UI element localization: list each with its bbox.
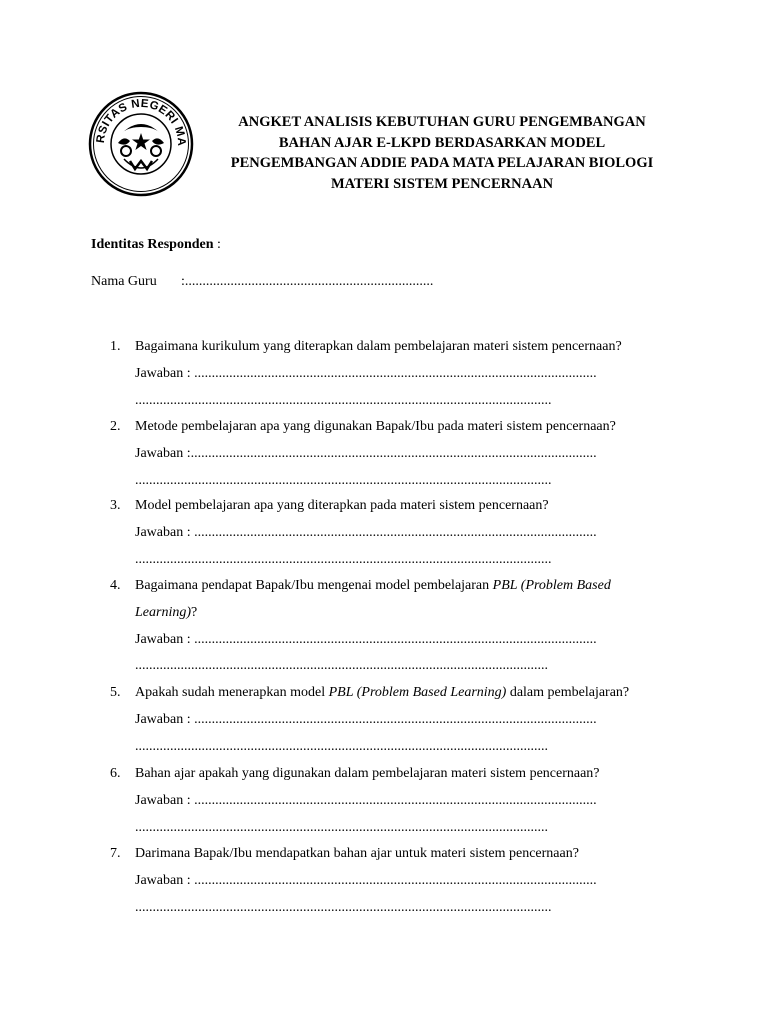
answer-continuation-field[interactable]: ....................................................................................................................... bbox=[135, 472, 552, 488]
answer-field[interactable]: Jawaban : ................................................................................................................... bbox=[135, 872, 597, 888]
question-text-part: Model pembelajaran apa yang diterapkan pada materi sistem pencernaan? bbox=[135, 498, 549, 513]
question-text bbox=[135, 766, 600, 782]
question-italic-text: PBL (Problem Based Learning) bbox=[328, 685, 507, 700]
title-line: MATERI SISTEM PENCERNAAN bbox=[330, 175, 554, 192]
question-number: 2. bbox=[110, 419, 121, 434]
question-text bbox=[135, 339, 622, 355]
answer-continuation-field[interactable]: ....................................................................................................................... bbox=[135, 551, 552, 567]
question-italic-text: Learning) bbox=[135, 604, 191, 620]
question-text bbox=[135, 578, 611, 594]
question-italic-text: PBL (Problem Based bbox=[492, 578, 611, 593]
question-text-part: Apakah sudah menerapkan model bbox=[135, 685, 329, 700]
nama-guru-field[interactable]: :....................................................................... bbox=[181, 274, 434, 289]
question-text-part: Bagaimana pendapat Bapak/Ibu mengenai model pembelajaran bbox=[135, 578, 493, 593]
answer-field[interactable]: Jawaban : ................................................................................................................... bbox=[135, 631, 597, 647]
question-text bbox=[135, 419, 616, 435]
question-number: 1. bbox=[110, 339, 121, 354]
question-text bbox=[135, 846, 579, 862]
answer-continuation-field[interactable]: ....................................................................................................................... bbox=[135, 899, 552, 915]
answer-field[interactable]: Jawaban : ................................................................................................................... bbox=[135, 365, 597, 381]
question-text bbox=[135, 605, 197, 621]
answer-field[interactable]: Jawaban :.................................................................................................................... bbox=[135, 445, 597, 461]
answer-continuation-field[interactable]: ...................................................................................................................... bbox=[135, 658, 548, 674]
identitas-label: Identitas Responden bbox=[91, 237, 214, 252]
question-number: 4. bbox=[110, 578, 121, 593]
question-text bbox=[135, 498, 549, 514]
question-text-part: dalam pembelajaran? bbox=[506, 685, 630, 700]
question-text-part: Bahan ajar apakah yang digunakan dalam pembelajaran materi sistem pencernaan? bbox=[135, 766, 600, 781]
question-text-part: Metode pembelajaran apa yang digunakan Bapak/Ibu pada materi sistem pencernaan? bbox=[135, 419, 616, 434]
answer-field[interactable]: Jawaban : ................................................................................................................... bbox=[135, 792, 597, 808]
title-line: ANGKET ANALISIS KEBUTUHAN GURU PENGEMBANGAN bbox=[238, 114, 646, 130]
question-number: 5. bbox=[110, 685, 121, 700]
question-text bbox=[135, 685, 629, 701]
question-number: 7. bbox=[110, 846, 121, 861]
nama-guru-label: Nama Guru bbox=[91, 274, 157, 289]
title-line: PENGEMBANGAN ADDIE PADA MATA PELAJARAN BIOLOGI bbox=[230, 155, 654, 171]
title-line: BAHAN AJAR E-LKPD BERDASARKAN MODEL bbox=[278, 134, 606, 151]
question-number: 6. bbox=[110, 766, 121, 781]
answer-field[interactable]: Jawaban : ................................................................................................................... bbox=[135, 524, 597, 540]
answer-continuation-field[interactable]: ....................................................................................................................... bbox=[135, 392, 552, 408]
answer-continuation-field[interactable]: ...................................................................................................................... bbox=[135, 738, 548, 754]
seal-text: RSITAS NEGERI MA bbox=[94, 97, 188, 147]
question-text-part: ? bbox=[191, 604, 198, 620]
answer-field[interactable]: Jawaban : ................................................................................................................... bbox=[135, 711, 597, 727]
answer-continuation-field[interactable]: ...................................................................................................................... bbox=[135, 819, 548, 835]
question-text-part: Bagaimana kurikulum yang diterapkan dalam pembelajaran materi sistem pencernaan? bbox=[135, 339, 622, 354]
identitas-suffix: : bbox=[213, 237, 221, 252]
question-text-part: Darimana Bapak/Ibu mendapatkan bahan ajar untuk materi sistem pencernaan? bbox=[135, 846, 579, 861]
question-number: 3. bbox=[110, 498, 121, 513]
